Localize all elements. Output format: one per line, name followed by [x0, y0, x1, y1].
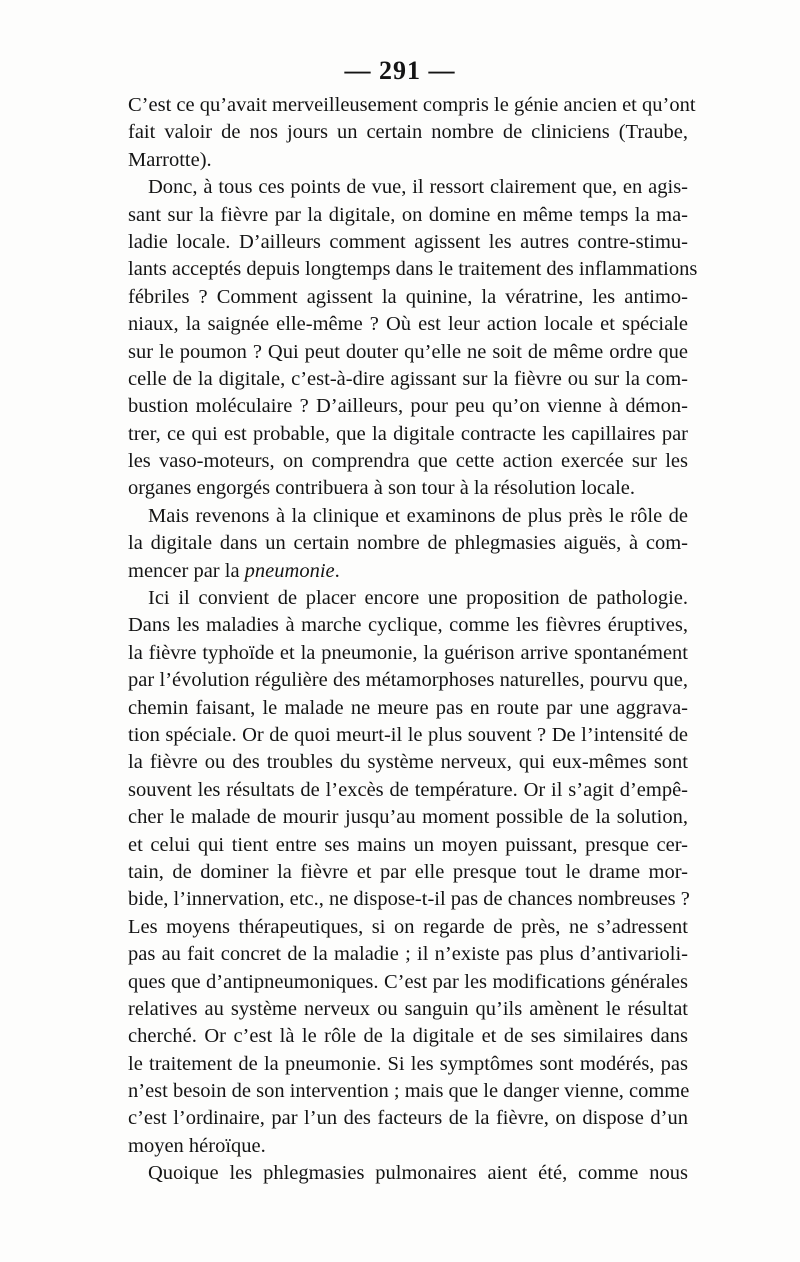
text-line: mencer par la pneumonie.	[128, 559, 340, 582]
text-line: tain, de dominer la fièvre et par elle presque tout le drame mor-	[128, 860, 688, 883]
text-line: bide, l’innervation, etc., ne dispose-t-il pas de chances nombreuses ?	[128, 888, 690, 911]
text-line: chemin faisant, le malade ne meure pas en route par une aggrava-	[128, 696, 688, 719]
text-line: Donc, à tous ces points de vue, il ressort clairement que, en agis-	[148, 176, 688, 199]
text-line: cherché. Or c’est là le rôle de la digitale et de ses similaires dans	[128, 1025, 688, 1048]
text-line: niaux, la saignée elle-même ? Où est leur action locale et spéciale	[128, 313, 688, 336]
text-line: trer, ce qui est probable, que la digitale contracte les capillaires par	[128, 422, 688, 445]
text-line: ladie locale. D’ailleurs comment agissent les autres contre-stimu-	[128, 230, 688, 253]
text-line: Mais revenons à la clinique et examinons de plus près le rôle de	[148, 504, 688, 527]
text-line: souvent les résultats de l’excès de température. Or il s’agit d’empê-	[128, 778, 688, 801]
paragraph	[128, 1160, 688, 1187]
text-line: par l’évolution régulière des métamorphoses naturelles, pourvu que,	[128, 669, 688, 692]
text-line: ques que d’antipneumoniques. C’est par les modifications générales	[128, 970, 688, 993]
text-line: sant sur la fièvre par la digitale, on domine en même temps la ma-	[128, 203, 688, 226]
text-line: c’est l’ordinaire, par l’un des facteurs de la fièvre, on dispose d’un	[128, 1107, 688, 1130]
text-line-with-italic	[128, 558, 688, 585]
text-line: tion spéciale. Or de quoi meurt-il le plus souvent ? De l’intensité de	[128, 723, 688, 746]
text-line: Dans les maladies à marche cyclique, comme les fièvres éruptives,	[128, 614, 688, 637]
text-line: Quoique les phlegmasies pulmonaires aient été, comme nous	[148, 1162, 688, 1185]
body-text	[128, 92, 698, 1188]
paragraph	[128, 92, 696, 174]
text-line: moyen héroïque.	[128, 1134, 266, 1157]
text-line: organes engorgés contribuera à son tour à la résolution locale.	[128, 477, 636, 500]
text-line: C’est ce qu’avait merveilleusement compris le génie ancien et qu’ont	[128, 94, 696, 116]
text-line: le traitement de la pneumonie. Si les symptômes sont modérés, pas	[128, 1052, 688, 1075]
text-line: la digitale dans un certain nombre de phlegmasies aiguës, à com-	[128, 532, 688, 555]
text-line: Les moyens thérapeutiques, si on regarde de près, ne s’adressent	[128, 915, 688, 938]
paragraph	[128, 503, 688, 585]
paragraph	[128, 174, 698, 503]
text-line: bustion moléculaire ? D’ailleurs, pour peu qu’on vienne à démon-	[128, 395, 688, 418]
text-line: la fièvre ou des troubles du système nerveux, qui eux-mêmes sont	[128, 751, 688, 774]
text-line: n’est besoin de son intervention ; mais que le danger vienne, comme	[128, 1080, 690, 1103]
italic-word: pneumonie	[244, 559, 335, 582]
text-line: les vaso-moteurs, on comprendra que cette action exercée sur les	[128, 450, 688, 473]
text-line: fébriles ? Comment agissent la quinine, la vératrine, les antimo-	[128, 285, 688, 308]
text-line: Ici il convient de placer encore une proposition de pathologie.	[148, 587, 688, 610]
text-line: pas au fait concret de la maladie ; il n’existe pas plus d’antivarioli-	[128, 943, 688, 966]
text-line: cher le malade de mourir jusqu’au moment possible de la solution,	[128, 806, 688, 829]
text-line: la fièvre typhoïde et la pneumonie, la guérison arrive spontanément	[128, 641, 688, 664]
text-line: et celui qui tient entre ses mains un moyen puissant, presque cer-	[128, 833, 688, 856]
page-number: — 291 —	[344, 56, 456, 85]
text-line: lants acceptés depuis longtemps dans le traitement des inflammations	[128, 258, 698, 281]
text-line: celle de la digitale, c’est-à-dire agissant sur la fièvre ou sur la com-	[128, 367, 688, 390]
text-line: relatives au système nerveux ou sanguin qu’ils amènent le résultat	[128, 997, 688, 1020]
text-line: sur le poumon ? Qui peut douter qu’elle ne soit de même ordre que	[128, 340, 688, 363]
paragraph	[128, 585, 688, 1160]
text-line: fait valoir de nos jours un certain nombre de cliniciens (Traube,	[128, 121, 688, 144]
text-line: Marrotte).	[128, 148, 212, 171]
